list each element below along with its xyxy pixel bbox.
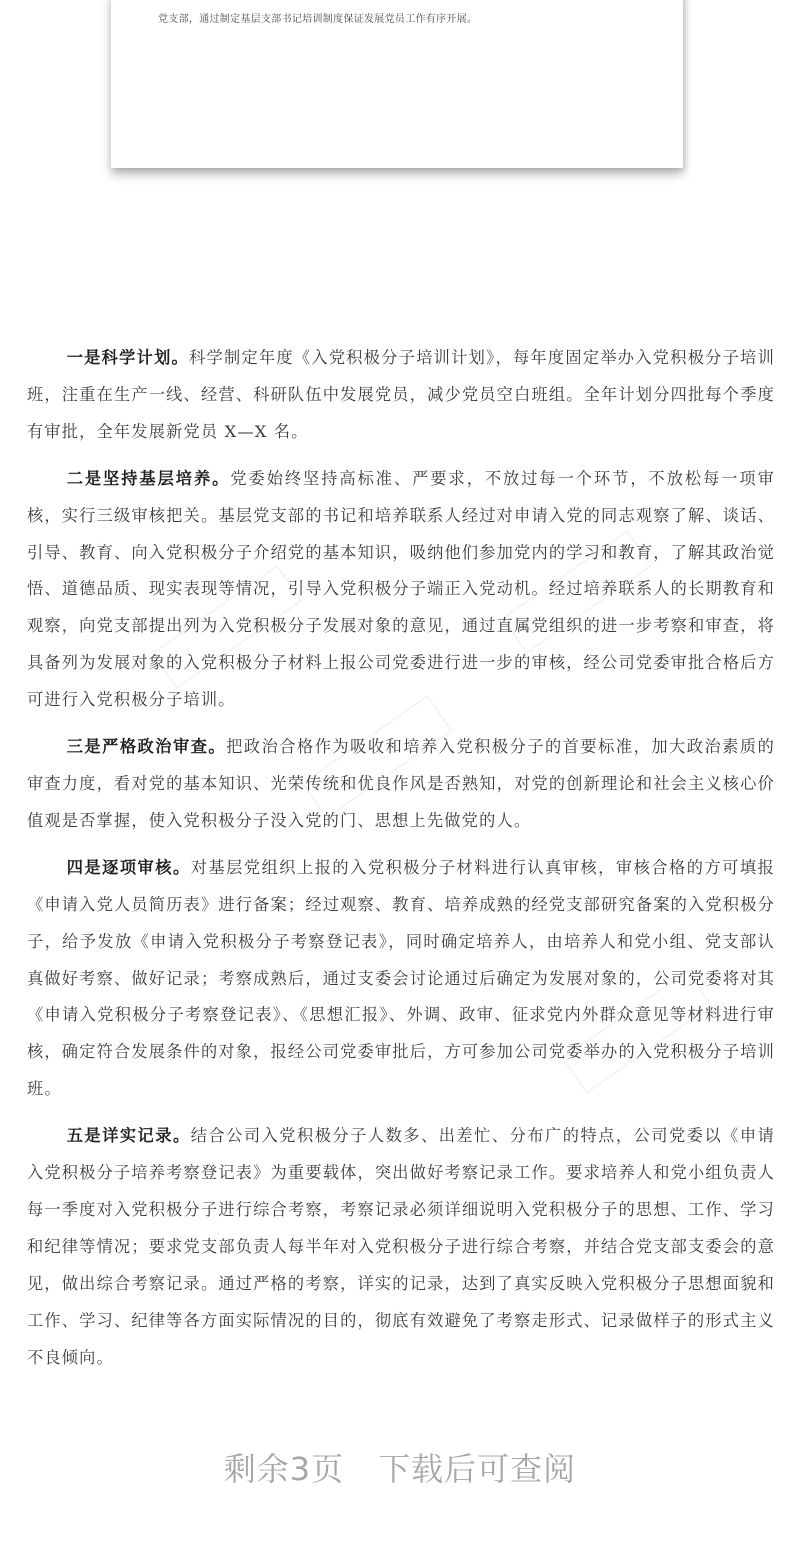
paragraph-scientific-plan <box>27 340 775 451</box>
remaining-pages-label: 剩余3页 <box>223 1450 345 1488</box>
paragraph-detailed-records <box>27 1118 775 1376</box>
paragraph-lead: 五是详实记录。 <box>66 1126 191 1146</box>
paragraph-text: 结合公司入党积极分子人数多、出差忙、分布广的特点，公司党委以《申请入党积极分子培养考察登记表》为重要载体，突出做好考察记录工作。要求培养人和党小组负责人每一季度对入党积极分子进行综合考察，考察记录必须详细说明入党积极分子的思想、工作、学习和纪律等情况；要求党支部负责人每半年对入党积极分子进行综合考察，并结合党支部支委会的意见，做出综合考察记录。通过严格的考察，详实的记录，达到了真实反映入党积极分子思想面貌和工作、学习、纪律等各方面实际情况的目的，彻底有效避免了考察走形式、记录做样子的形式主义不良倾向。 <box>27 1126 775 1367</box>
paragraph-lead: 四是逐项审核。 <box>66 857 191 877</box>
paragraph-lead: 一是科学计划。 <box>66 348 190 367</box>
paragraph-political-review <box>27 729 775 840</box>
remaining-pages-banner[interactable] <box>0 1444 800 1490</box>
preview-page-card <box>111 0 683 168</box>
paragraph-text: 对基层党组织上报的入党积极分子材料进行认真审核，审核合格的方可填报《申请入党人员简历表》进行备案；经过观察、教育、培养成熟的经党支部研究备案的入党积极分子，给予发放《申请入党积极分子考察登记表》，同时确定培养人，由培养人和党小组、党支部认真做好考察、做好记录；考察成熟后，通过支委会讨论通过后确定为发展对象的，公司党委将对其《申请入党积极分子考察登记表》、《思想汇报》、外调、政审、征求党内外群众意见等材料进行审核，确定符合发展条件的对象，报经公司党委审批后，方可参加公司党委举办的入党积极分子培训班。 <box>27 857 775 1099</box>
article-body <box>27 340 775 1386</box>
paragraph-text: 党委始终坚持高标准、严要求，不放过每一个环节，不放松每一项审核，实行三级审核把关。基层党支部的书记和培养联系人经过对申请入党的同志观察了解、谈话、引导、教育、向入党积极分子介绍党的基本知识，吸纳他们参加党内的学习和教育，了解其政治觉悟、道德品质、现实表现等情况，引导入党积极分子端正入党动机。经过培养联系人的长期教育和观察，向党支部提出列为入党积极分子发展对象的意见，通过直属党组织的进一步考察和审查，将具备列为发展对象的入党积极分子材料上报公司党委进行进一步的审核，经公司党委审批合格后方可进行入党积极分子培训。 <box>27 468 775 710</box>
download-hint-label: 下载后可查阅 <box>378 1450 577 1488</box>
paragraph-text: 把政治合格作为吸收和培养入党积极分子的首要标准，加大政治素质的审查力度，看对党的基本知识、光荣传统和优良作风是否熟知，对党的创新理论和社会主义核心价值观是否掌握，使入党积极分子没入党的门、思想上先做党的人。 <box>27 737 775 830</box>
paragraph-lead: 二是坚持基层培养。 <box>66 468 231 488</box>
paragraph-lead: 三是严格政治审查。 <box>66 737 227 757</box>
preview-page-text: 党支部，通过制定基层支部书记培训制度保证发展党员工作有序开展。 <box>158 14 478 25</box>
paragraph-text: 科学制定年度《入党积极分子培训计划》，每年度固定举办入党积极分子培训班，注重在生产一线、经营、科研队伍中发展党员，减少党员空白班组。全年计划分四批每个季度有审批，全年发展新党员 X—X 名。 <box>27 348 775 441</box>
paragraph-grassroots-training <box>27 461 775 719</box>
paragraph-item-review <box>27 850 775 1108</box>
